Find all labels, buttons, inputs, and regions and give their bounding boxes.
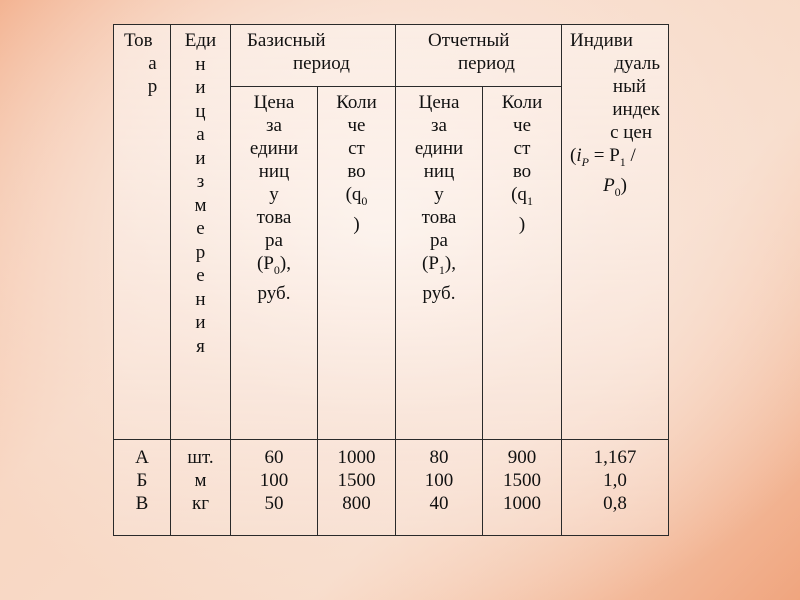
header-index-line: Индиви [570,30,633,51]
price-index-table [113,24,669,536]
header-report-price-line: ра [430,230,448,251]
p0-c: 50 [264,493,284,514]
header-base-line-1: Базисный [247,30,326,51]
header-unit-letter: а [196,124,205,145]
q1-a: 900 [507,447,537,468]
header-base-qty-line: Коли [336,92,377,113]
header-report-price-line: Цена [418,92,460,113]
product-b: Б [136,470,148,491]
header-report-price-line: едини [414,138,464,159]
header-report-period [396,25,562,87]
p1-b: 100 [424,470,454,491]
header-base-period [231,25,396,87]
header-unit-letter: н [195,53,206,75]
header-unit-letter: е [196,265,205,286]
p1-a: 80 [429,447,449,468]
header-individual-index [562,25,669,440]
cell-products [114,440,171,536]
header-index-formula: ($i_P = P_1$ / [570,145,636,169]
header-report-price-line: у [434,184,444,205]
header-base-qty-line: че [347,115,366,136]
header-report-qty-line: ст [513,138,531,159]
header-unit-letter: я [196,335,205,357]
header-report-price-line: това [421,207,457,228]
header-index-line: индек [612,99,661,120]
header-product [114,25,171,440]
header-base-price-unit: руб. [257,282,291,304]
header-report-price-line: за [431,115,447,136]
product-c: В [135,493,149,514]
cell-q0 [318,440,396,536]
cell-p1 [396,440,483,536]
header-report-line-2: период [458,53,515,74]
unit-a: шт. [187,447,214,468]
header-unit-letter: ц [195,100,206,122]
header-base-price-line: за [266,115,282,136]
ip-a: 1,167 [593,447,637,468]
header-base-price-line: ра [265,230,283,251]
header-index-line: дуаль [614,53,661,74]
header-base-qty-line: ст [348,138,365,159]
header-index-line: с цен [610,122,653,143]
header-report-qty-line: во [512,161,532,182]
p1-c: 40 [429,493,449,514]
header-base-price-line: едини [249,138,299,159]
header-base-qty-symbol: ($q_0$ [345,184,368,208]
header-base-price-line: това [256,207,292,228]
header-report-qty-symbol: ($q_1$ [511,184,533,208]
cell-p0 [231,440,318,536]
header-unit-letter: и [195,147,206,169]
header-unit-letter: з [196,171,205,192]
header-unit-letter: и [195,312,206,333]
header-unit-letter: Еди [184,30,217,51]
header-base-price-symbol: $(P_0)$, [257,253,291,277]
header-report-price-line: ниц [423,161,455,182]
header-unit-letter: р [195,241,206,263]
ip-c: 0,8 [603,493,627,514]
header-base-line-2: период [293,53,350,74]
header-report-price-symbol: $(P_1)$, [422,253,456,277]
header-unit-letter: м [194,194,207,216]
header-base-price-line: ниц [258,161,290,182]
header-report-qty-line: Коли [501,92,543,113]
header-report-qty [483,87,562,440]
q1-b: 1500 [503,470,542,491]
header-unit [171,25,231,440]
header-unit-letter: н [195,288,206,310]
q0-c: 800 [342,493,371,514]
header-report-price-unit: руб. [422,282,456,304]
header-product-line: Тов [124,30,153,51]
header-index-formula-2: $P_0$) [603,174,627,199]
q0-b: 1500 [337,470,376,491]
ip-b: 1,0 [603,470,627,491]
header-product-line: р [147,76,158,97]
header-base-qty-close: ) [353,213,360,235]
header-base-price-line: Цена [253,92,295,113]
q1-c: 1000 [503,493,542,514]
header-report-qty-close: ) [518,213,526,235]
header-report-qty-line: че [513,115,532,136]
header-report-price [396,87,483,440]
unit-c: кг [191,493,210,514]
p0-b: 100 [259,470,289,491]
header-base-price [231,87,318,440]
header-base-price-line: у [269,184,279,205]
cell-ip [562,440,669,536]
header-product-line: а [148,53,157,74]
header-unit-letter: е [196,218,205,239]
cell-q1 [483,440,562,536]
header-base-qty-line: во [347,161,366,182]
header-report-line-1: Отчетный [428,30,510,51]
header-unit-letter: и [195,77,206,98]
q0-a: 1000 [337,447,376,468]
p0-a: 60 [264,447,284,468]
unit-b: м [194,470,207,491]
cell-units [171,440,231,536]
header-index-line: ный [612,76,647,97]
product-a: А [135,447,149,468]
header-base-qty [318,87,396,440]
